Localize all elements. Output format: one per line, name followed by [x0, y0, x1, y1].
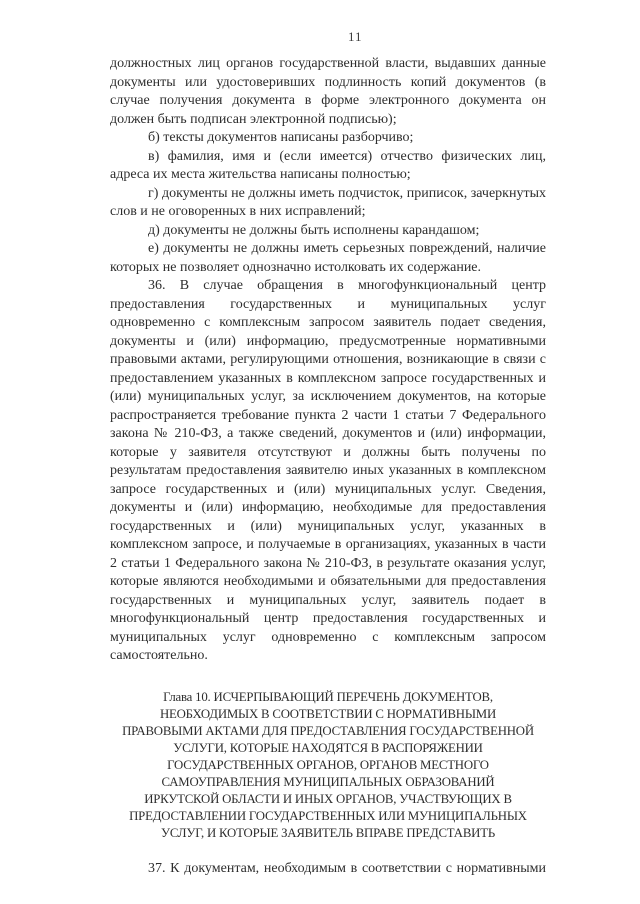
heading-line: ГОСУДАРСТВЕННЫХ ОРГАНОВ, ОРГАНОВ МЕСТНОГО [167, 757, 489, 772]
list-item-d: д) документы не должны быть исполнены карандашом; [148, 222, 480, 238]
heading-line: УСЛУГ, И КОТОРЫЕ ЗАЯВИТЕЛЬ ВПРАВЕ ПРЕДСТАВИТЬ [161, 825, 495, 840]
list-item-e: е) документы не должны иметь серьезных повреждений, наличие которых не позволяет однозначно истолковать их содержание. [110, 241, 546, 275]
paragraph-continuation: должностных лиц органов государственной власти, выдавших данные документы или удостоверивших подлинность копий документов (в случае получения документа в форме электронного документа он должен быть подписан электронной подписью); [110, 56, 546, 127]
heading-line: Глава 10. ИСЧЕРПЫВАЮЩИЙ ПЕРЕЧЕНЬ ДОКУМЕНТОВ, [163, 689, 493, 704]
paragraph-point-37: 37. К документам, необходимым в соответствии с нормативными [148, 860, 546, 876]
text-column [110, 55, 546, 878]
heading-line: САМОУПРАВЛЕНИЯ МУНИЦИПАЛЬНЫХ ОБРАЗОВАНИЙ [161, 774, 495, 789]
page-number: 11 [348, 29, 363, 44]
heading-line: УСЛУГИ, КОТОРЫЕ НАХОДЯТСЯ В РАСПОРЯЖЕНИИ [173, 740, 483, 755]
heading-line: ИРКУТСКОЙ ОБЛАСТИ И ИНЫХ ОРГАНОВ, УЧАСТВУЮЩИХ В [144, 791, 512, 806]
paragraph-point-36: 36. В случае обращения в многофункциональный центр предоставления государственных и муниципальных услуг одновременно с комплексным запросом заявитель подает сведения, документы и (или) информацию, предусмотренные нормативными правовыми актами, регулирующими отношения, возникающие в связи с предоставлением указанных в комплексном запросе государственных и (или) муниципальных услуг, за исключением документов, на которые распространяется требование пункта 2 части 1 статьи 7 Федерального закона № 210-ФЗ, а также сведений, документов и (или) информации, которые у заявителя отсутствуют и должны быть получены по результатам предоставления заявителю иных указанных в комплексном запросе государственных и (или) муниципальных услуг. Сведения, документы и (или) информацию, необходимые для предоставления государственных и (или) муниципальных услуг, указанных в комплексном запросе, и получаемые в организациях, указанных в части 2 статьи 1 Федерального закона № 210-ФЗ, в результате оказания услуг, которые являются необходимыми и обязательными для предоставления государственных и муниципальных услуг, заявитель подает в многофункциональный центр предоставления государственных и муниципальных услуг одновременно с комплексным запросом самостоятельно. [110, 278, 546, 663]
heading-line: ПРЕДОСТАВЛЕНИИ ГОСУДАРСТВЕННЫХ ИЛИ МУНИЦИПАЛЬНЫХ [129, 808, 527, 823]
list-item-b: б) тексты документов написаны разборчиво; [148, 130, 414, 145]
list-item-g: г) документы не должны иметь подчисток, приписок, зачеркнутых слов и не оговоренных в них исправлений; [110, 185, 546, 219]
heading-line: НЕОБХОДИМЫХ В СООТВЕТСТВИИ С НОРМАТИВНЫМИ [159, 706, 497, 721]
chapter-heading [110, 689, 546, 842]
heading-line: ПРАВОВЫМИ АКТАМИ ДЛЯ ПРЕДОСТАВЛЕНИЯ ГОСУДАРСТВЕННОЙ [122, 723, 534, 738]
list-item-v: в) фамилия, имя и (если имеется) отчество физических лиц, адреса их места жительства написаны полностью; [110, 148, 546, 182]
